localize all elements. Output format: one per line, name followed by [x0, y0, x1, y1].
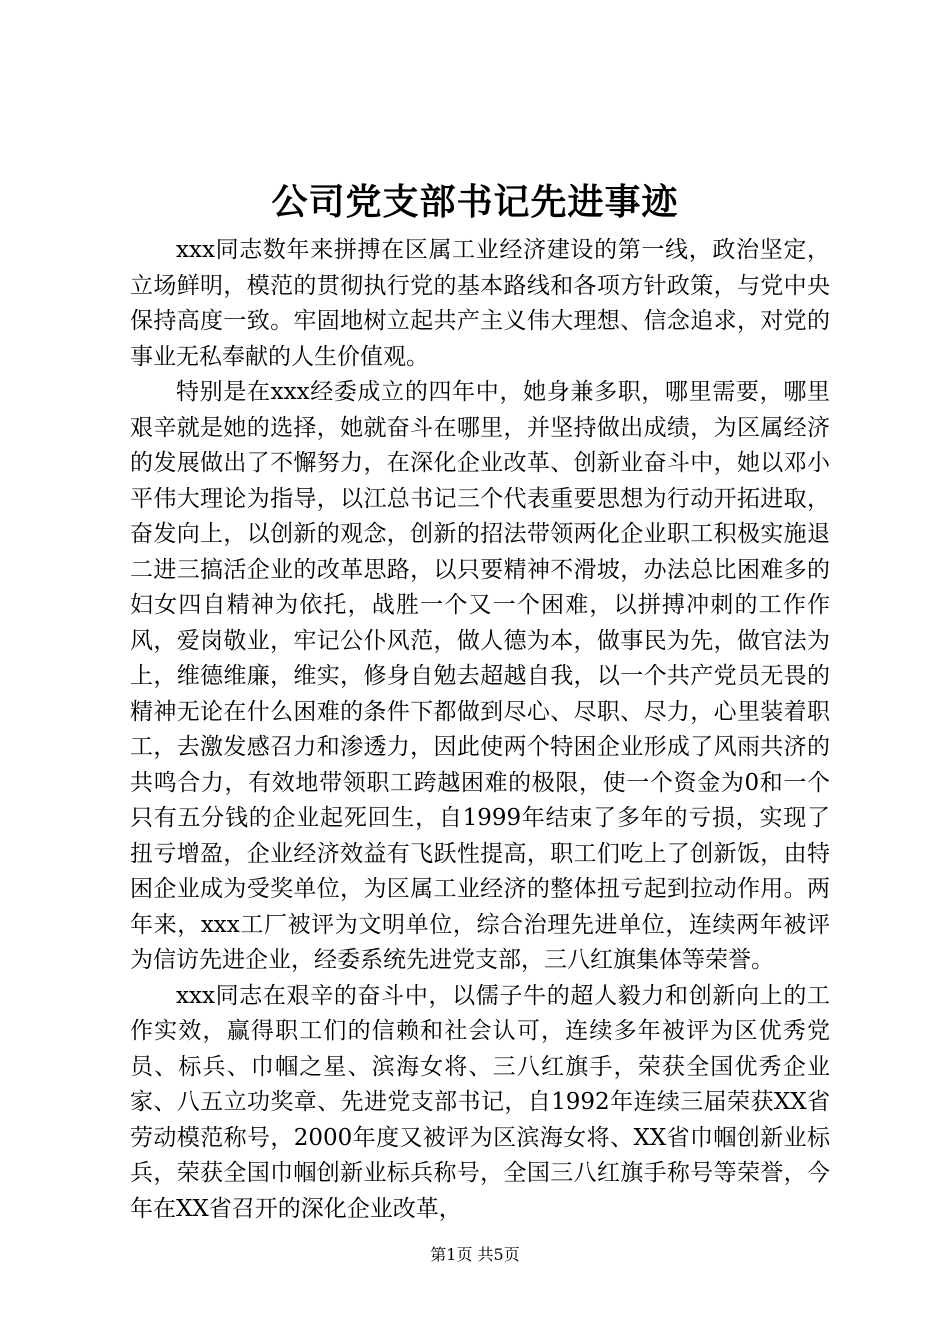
document-body [130, 233, 830, 1227]
document-title: 公司党支部书记先进事迹 [271, 181, 679, 223]
paragraph-3: xxx同志在艰辛的奋斗中，以儒子牛的超人毅力和创新向上的工作实效，赢得职工们的信赖和社会认可，连续多年被评为区优秀党员、标兵、巾帼之星、滨海女将、三八红旗手，荣获全国优秀企业家、八五立功奖章、先进党支部书记，自1992年连续三届荣获XX省劳动模范称号，2000年度又被评为区滨海女将、XX省巾帼创新业标兵，荣获全国巾帼创新业标兵称号，全国三八红旗手称号等荣誉，今年在XX省召开的深化企业改革， [130, 982, 830, 1222]
paragraph-2: 特别是在xxx经委成立的四年中，她身兼多职，哪里需要，哪里艰辛就是她的选择，她就奋斗在哪里，并坚持做出成绩，为区属经济的发展做出了不懈努力，在深化企业改革、创新业奋斗中，她以邓小平伟大理论为指导，以江总书记三个代表重要思想为行动开拓进取，奋发向上，以创新的观念，创新的招法带领两化企业职工积极实施退二进三搞活企业的改革思路，以只要精神不滑坡，办法总比困难多的妇女四自精神为依托，战胜一个又一个困难，以拼搏冲刺的工作作风，爱岗敬业，牢记公仆风范，做人德为本，做事民为先，做官法为上，维德维廉，维实，修身自勉去超越自我，以一个共产党员无畏的精神无论在什么困难的条件下都做到尽心、尽职、尽力，心里装着职工，去激发感召力和渗透力，因此使两个特困企业形成了风雨共济的共鸣合力，有效地带领职工跨越困难的极限，使一个资金为0和一个只有五分钱的企业起死回生，自1999年结束了多年的亏损，实现了扭亏增盈，企业经济效益有飞跃性提高，职工们吃上了创新饭，由特困企业成为受奖单位，为区属工业经济的整体扭亏起到拉动作用。两年来，xxx工厂被评为文明单位，综合治理先进单位，连续两年被评为信访先进企业，经委系统先进党支部，三八红旗集体等荣誉。 [130, 379, 830, 973]
page-number-footer: 第1页 共5页 [430, 1245, 520, 1264]
paragraph-1: xxx同志数年来拼搏在区属工业经济建设的第一线，政治坚定，立场鲜明，模范的贯彻执行党的基本路线和各项方针政策，与党中央保持高度一致。牢固地树立起共产主义伟大理想、信念追求，对党的事业无私奉献的人生价值观。 [130, 237, 830, 370]
